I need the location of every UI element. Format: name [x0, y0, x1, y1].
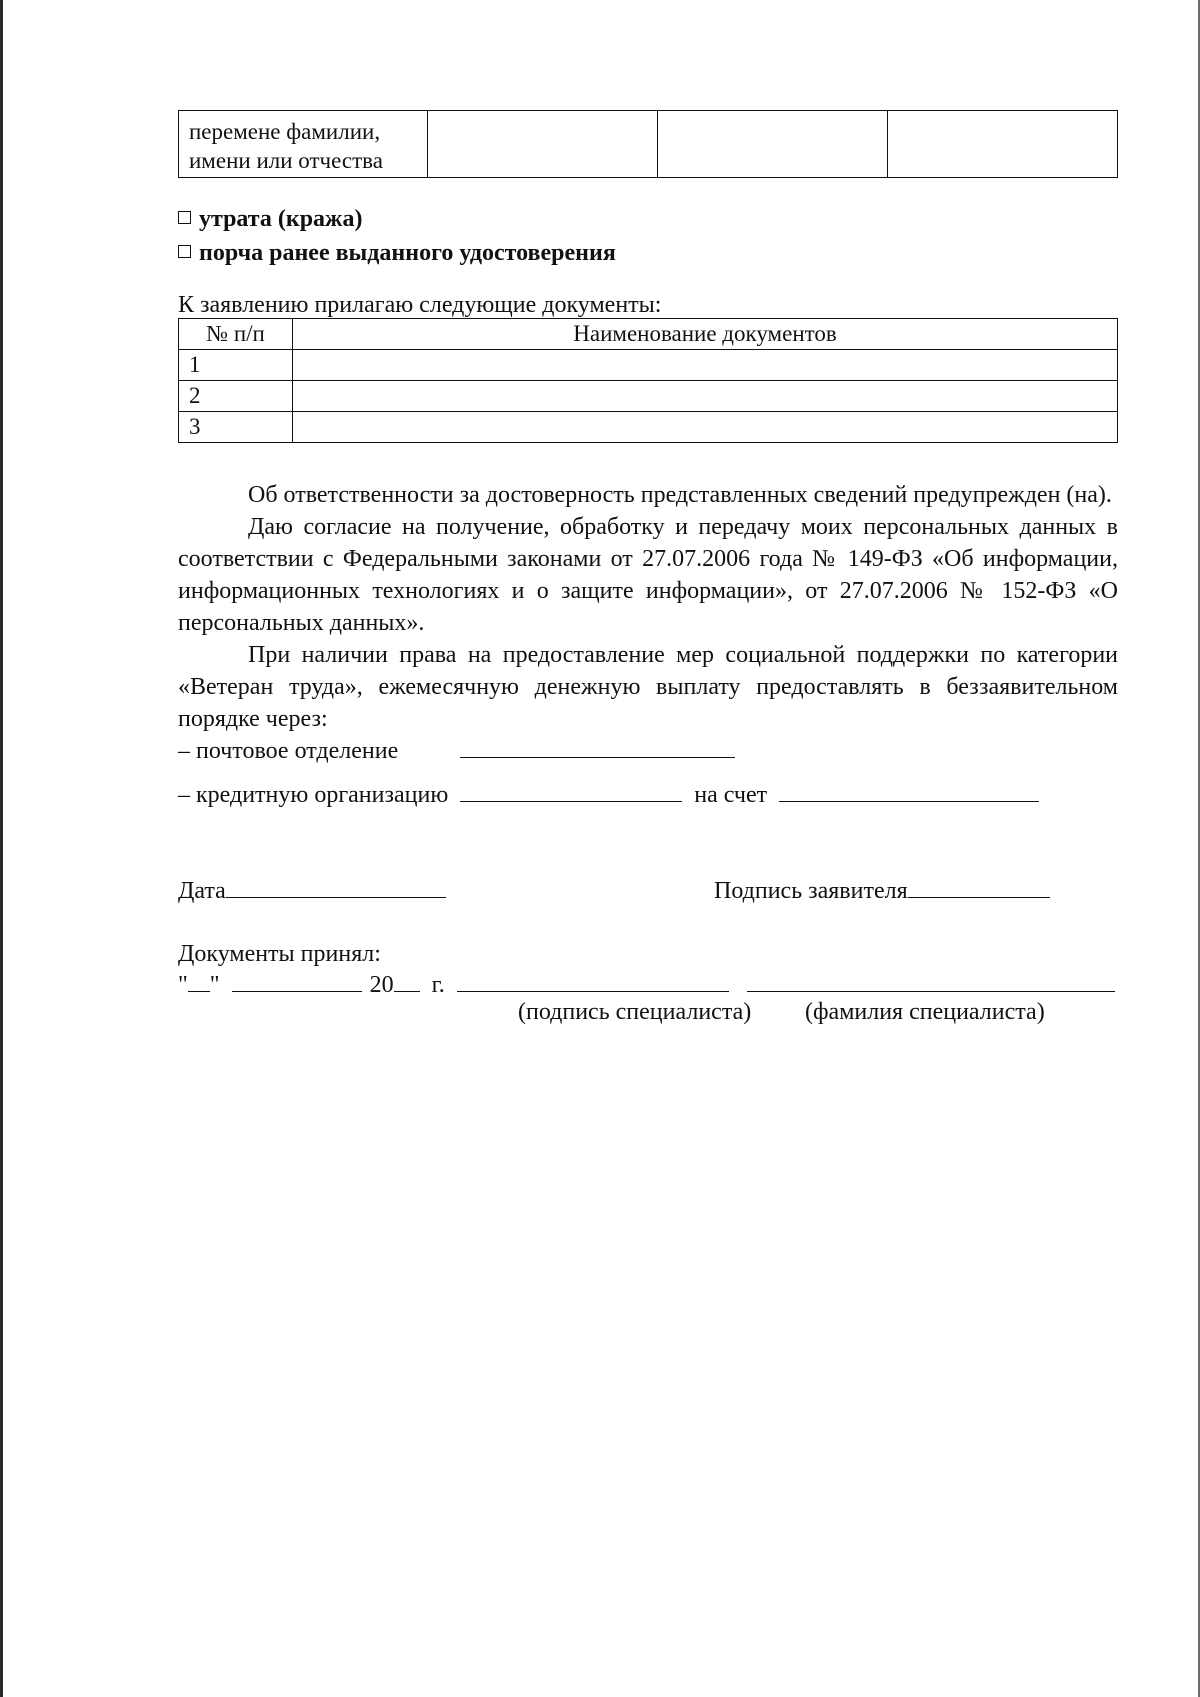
checkbox-icon[interactable] [178, 245, 191, 258]
table-row [179, 412, 1118, 443]
account-field[interactable] [779, 779, 1039, 802]
reason-option-damage[interactable] [178, 236, 1118, 270]
reason-cell-line: перемене фамилии, [189, 119, 381, 144]
credit-organization-row [178, 779, 1118, 811]
specialist-signature-field[interactable] [457, 969, 729, 992]
document-name-cell[interactable] [293, 412, 1118, 443]
credit-organization-label: – кредитную организацию [178, 782, 449, 808]
responsibility-statement: Об ответственности за достоверность представленных сведений предупрежден (на). [248, 482, 1112, 508]
post-office-label: – почтовое отделение [178, 738, 399, 764]
documents-table [178, 318, 1118, 443]
post-office-row [178, 735, 1118, 767]
date-group [178, 875, 446, 907]
reason-checkbox-list [178, 202, 1118, 270]
accepted-heading: Документы принял: [178, 941, 381, 967]
applicant-signature-label: Подпись заявителя [714, 878, 908, 904]
quote-close: " [209, 972, 220, 998]
acceptance-date-row [178, 969, 1118, 997]
payment-statement: При наличии права на предоставление мер социальной поддержки по категории «Ветеран труда», ежемесячную денежную выплату предоставлять в беззаявительном порядке через: [178, 642, 1118, 732]
statements [178, 479, 1118, 735]
documents-heading: К заявлению прилагаю следующие документы: [178, 292, 662, 318]
specialist-surname-field[interactable] [747, 969, 1115, 992]
document-name-cell[interactable] [293, 350, 1118, 381]
specialist-signature-caption: (подпись специалиста) [518, 999, 752, 1025]
consent-statement: Даю согласие на получение, обработку и передачу моих персональных данных в соответствии с Федеральными законами от 27.07.2006 года № 149-ФЗ «Об информации, информационных технологиях и о защите информации», от 27.07.2006 № 152-ФЗ «О персональных данных». [178, 514, 1118, 636]
date-label: Дата [178, 878, 226, 904]
month-field[interactable] [232, 969, 362, 992]
row-number: 2 [179, 381, 293, 412]
post-office-field[interactable] [460, 735, 735, 758]
applicant-signature-field[interactable] [908, 875, 1050, 898]
applicant-signature-group [714, 875, 1050, 907]
reason-label: утрата (кража) [199, 206, 363, 232]
empty-cell[interactable] [888, 111, 1118, 178]
acceptance-captions [178, 997, 1118, 1027]
page-edge-left [0, 0, 3, 1697]
continued-reason-table [178, 110, 1118, 178]
empty-cell[interactable] [428, 111, 658, 178]
reason-cell-line: имени или отчества [189, 148, 383, 173]
reason-option-loss[interactable] [178, 202, 1118, 236]
row-number: 3 [179, 412, 293, 443]
checkbox-icon[interactable] [178, 211, 191, 224]
day-field[interactable] [188, 969, 210, 992]
column-header-number: № п/п [179, 319, 293, 350]
table-header-row [179, 319, 1118, 350]
specialist-surname-caption: (фамилия специалиста) [805, 999, 1045, 1025]
reason-label: порча ранее выданного удостоверения [199, 240, 616, 266]
document-page [178, 110, 1118, 1027]
year-suffix: г. [431, 972, 445, 998]
reason-cell [179, 111, 428, 178]
table-row [179, 381, 1118, 412]
document-name-cell[interactable] [293, 381, 1118, 412]
row-number: 1 [179, 350, 293, 381]
quote-open: " [178, 972, 188, 998]
table-row [179, 350, 1118, 381]
year-field[interactable] [394, 969, 420, 992]
credit-organization-field[interactable] [460, 779, 682, 802]
table-row [179, 111, 1118, 178]
empty-cell[interactable] [658, 111, 888, 178]
date-field[interactable] [226, 875, 446, 898]
account-label: на счет [694, 782, 768, 808]
column-header-name: Наименование документов [293, 319, 1118, 350]
signature-row [178, 875, 1118, 907]
year-prefix: 20 [369, 972, 394, 998]
